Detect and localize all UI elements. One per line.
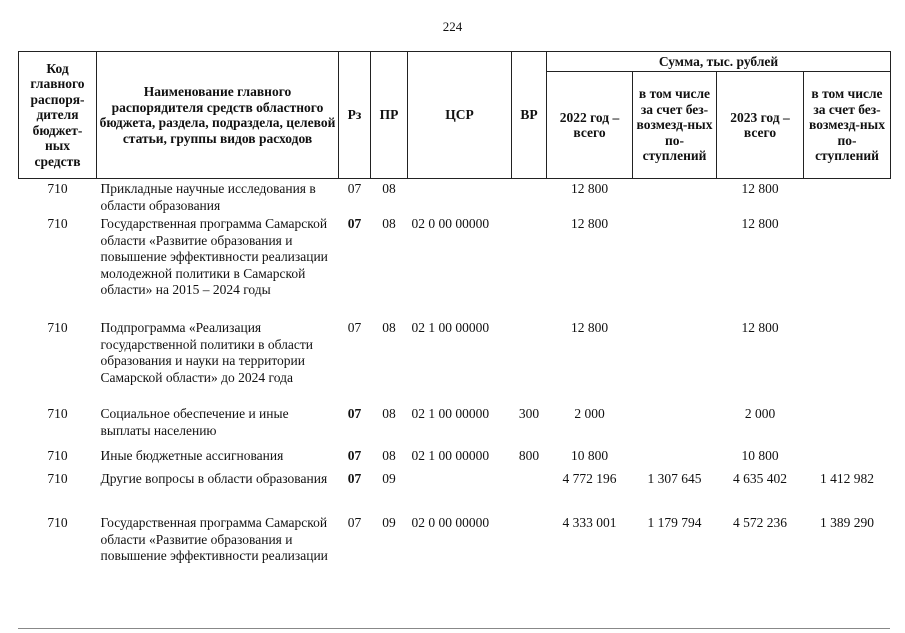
cell-csr: 02 0 00 00000 (411, 216, 490, 231)
cell-2023-incl (804, 214, 891, 318)
cell-2023-total: 12 800 (741, 181, 779, 196)
cell-2022-total: 2 000 (574, 406, 605, 421)
cell-name: Социальное обеспечение и иные выплаты населению (100, 406, 289, 438)
cell-pr: 09 (382, 515, 396, 530)
cell-csr (408, 469, 512, 513)
cell-rz: 07 (347, 181, 362, 196)
cell-csr: 02 1 00 00000 (411, 320, 490, 335)
cell-rz: 07 (347, 320, 362, 335)
cell-2023-incl (804, 404, 891, 446)
cell-2022-incl (633, 179, 717, 215)
header-pr: ПР (371, 52, 408, 179)
cell-2023-total: 4 635 402 (733, 471, 787, 486)
cell-2022-total: 12 800 (570, 181, 609, 196)
cell-2022-total: 12 800 (570, 216, 609, 231)
cell-csr: 02 1 00 00000 (411, 448, 490, 463)
header-2023-incl: в том числе за счет без-возмезд-ных по-ступлений (804, 72, 891, 179)
cell-name: Иные бюджетные ассигнования (100, 448, 284, 463)
cell-pr: 08 (382, 406, 396, 421)
cell-kod: 710 (47, 216, 68, 231)
table-row (19, 318, 891, 404)
budget-table (18, 51, 891, 583)
page-number: 224 (442, 19, 463, 34)
cell-2022-total: 10 800 (570, 448, 609, 463)
cell-pr: 08 (382, 320, 396, 335)
header-2023-total: 2023 год – всего (717, 72, 804, 179)
cell-2022-incl (633, 318, 717, 404)
cell-2023-total: 2 000 (744, 406, 776, 421)
cell-2022-total: 4 772 196 (562, 471, 617, 486)
cell-2022-incl (633, 446, 717, 469)
cell-2022-incl (633, 404, 717, 446)
cell-kod: 710 (47, 181, 68, 196)
cell-kod: 710 (47, 515, 68, 530)
table-row (19, 404, 891, 446)
cell-2022-total: 4 333 001 (562, 515, 617, 530)
cell-2023-incl: 1 389 290 (820, 515, 874, 530)
cell-csr (408, 179, 512, 215)
cell-2022-incl (633, 214, 717, 318)
cell-2023-total: 12 800 (741, 216, 779, 231)
cell-name: Прикладные научные исследования в области образования (100, 181, 316, 213)
cell-2022-total: 12 800 (570, 320, 609, 335)
cell-2022-incl: 1 307 645 (647, 471, 702, 486)
cell-rz: 07 (347, 471, 362, 486)
header-vr: ВР (512, 52, 547, 179)
cell-kod: 710 (47, 406, 68, 421)
cell-rz: 07 (347, 216, 362, 231)
cell-pr: 08 (382, 181, 396, 196)
header-csr: ЦСР (408, 52, 512, 179)
cell-vr (512, 179, 547, 215)
cell-2023-incl (804, 318, 891, 404)
cell-vr (512, 513, 547, 583)
header-2022-total: 2022 год – всего (547, 72, 633, 179)
cell-pr: 09 (382, 471, 396, 486)
cell-vr: 800 (518, 448, 540, 463)
cell-rz: 07 (347, 515, 362, 530)
cell-csr: 02 1 00 00000 (411, 406, 490, 421)
cell-2023-incl (804, 446, 891, 469)
cell-2023-total: 4 572 236 (733, 515, 787, 530)
page-bottom-rule (18, 628, 890, 629)
cell-vr (512, 214, 547, 318)
cell-rz: 07 (347, 448, 362, 463)
cell-pr: 08 (382, 448, 396, 463)
cell-kod: 710 (47, 320, 68, 335)
cell-csr: 02 0 00 00000 (411, 515, 490, 530)
cell-name: Другие вопросы в области образования (100, 471, 328, 486)
cell-vr: 300 (518, 406, 540, 421)
table-row (19, 469, 891, 513)
cell-2023-total: 12 800 (741, 320, 779, 335)
cell-2023-total: 10 800 (741, 448, 779, 463)
cell-kod: 710 (47, 471, 68, 486)
header-name: Наименование главного распорядителя средств областного бюджета, раздела, подраздела, целевой статьи, группы видов расходов (97, 52, 339, 179)
cell-rz: 07 (347, 406, 362, 421)
table-row (19, 446, 891, 469)
table-row (19, 214, 891, 318)
header-sum: Сумма, тыс. рублей (547, 52, 891, 72)
cell-name: Государственная программа Самарской области «Развитие образования и повышение эффективности реализации (100, 515, 328, 563)
cell-2023-incl (804, 179, 891, 215)
header-rz: Рз (339, 52, 371, 179)
cell-vr (512, 469, 547, 513)
cell-pr: 08 (382, 216, 396, 231)
cell-name: Государственная программа Самарской области «Развитие образования и повышение эффективности реализации молодежной политики в Самарской области» на 2015 – 2024 годы (100, 216, 328, 297)
cell-name: Подпрограмма «Реализация государственной политики в области образования и науки на территории Самарской области» до 2024 года (100, 320, 314, 385)
table-row (19, 513, 891, 583)
cell-kod: 710 (47, 448, 68, 463)
header-kod: Код главного распоря-дителя бюджет-ных средств (19, 52, 97, 179)
cell-2023-incl: 1 412 982 (820, 471, 874, 486)
cell-vr (512, 318, 547, 404)
header-2022-incl: в том числе за счет без-возмезд-ных по-ступлений (633, 72, 717, 179)
table-row (19, 179, 891, 215)
cell-2022-incl: 1 179 794 (647, 515, 702, 530)
